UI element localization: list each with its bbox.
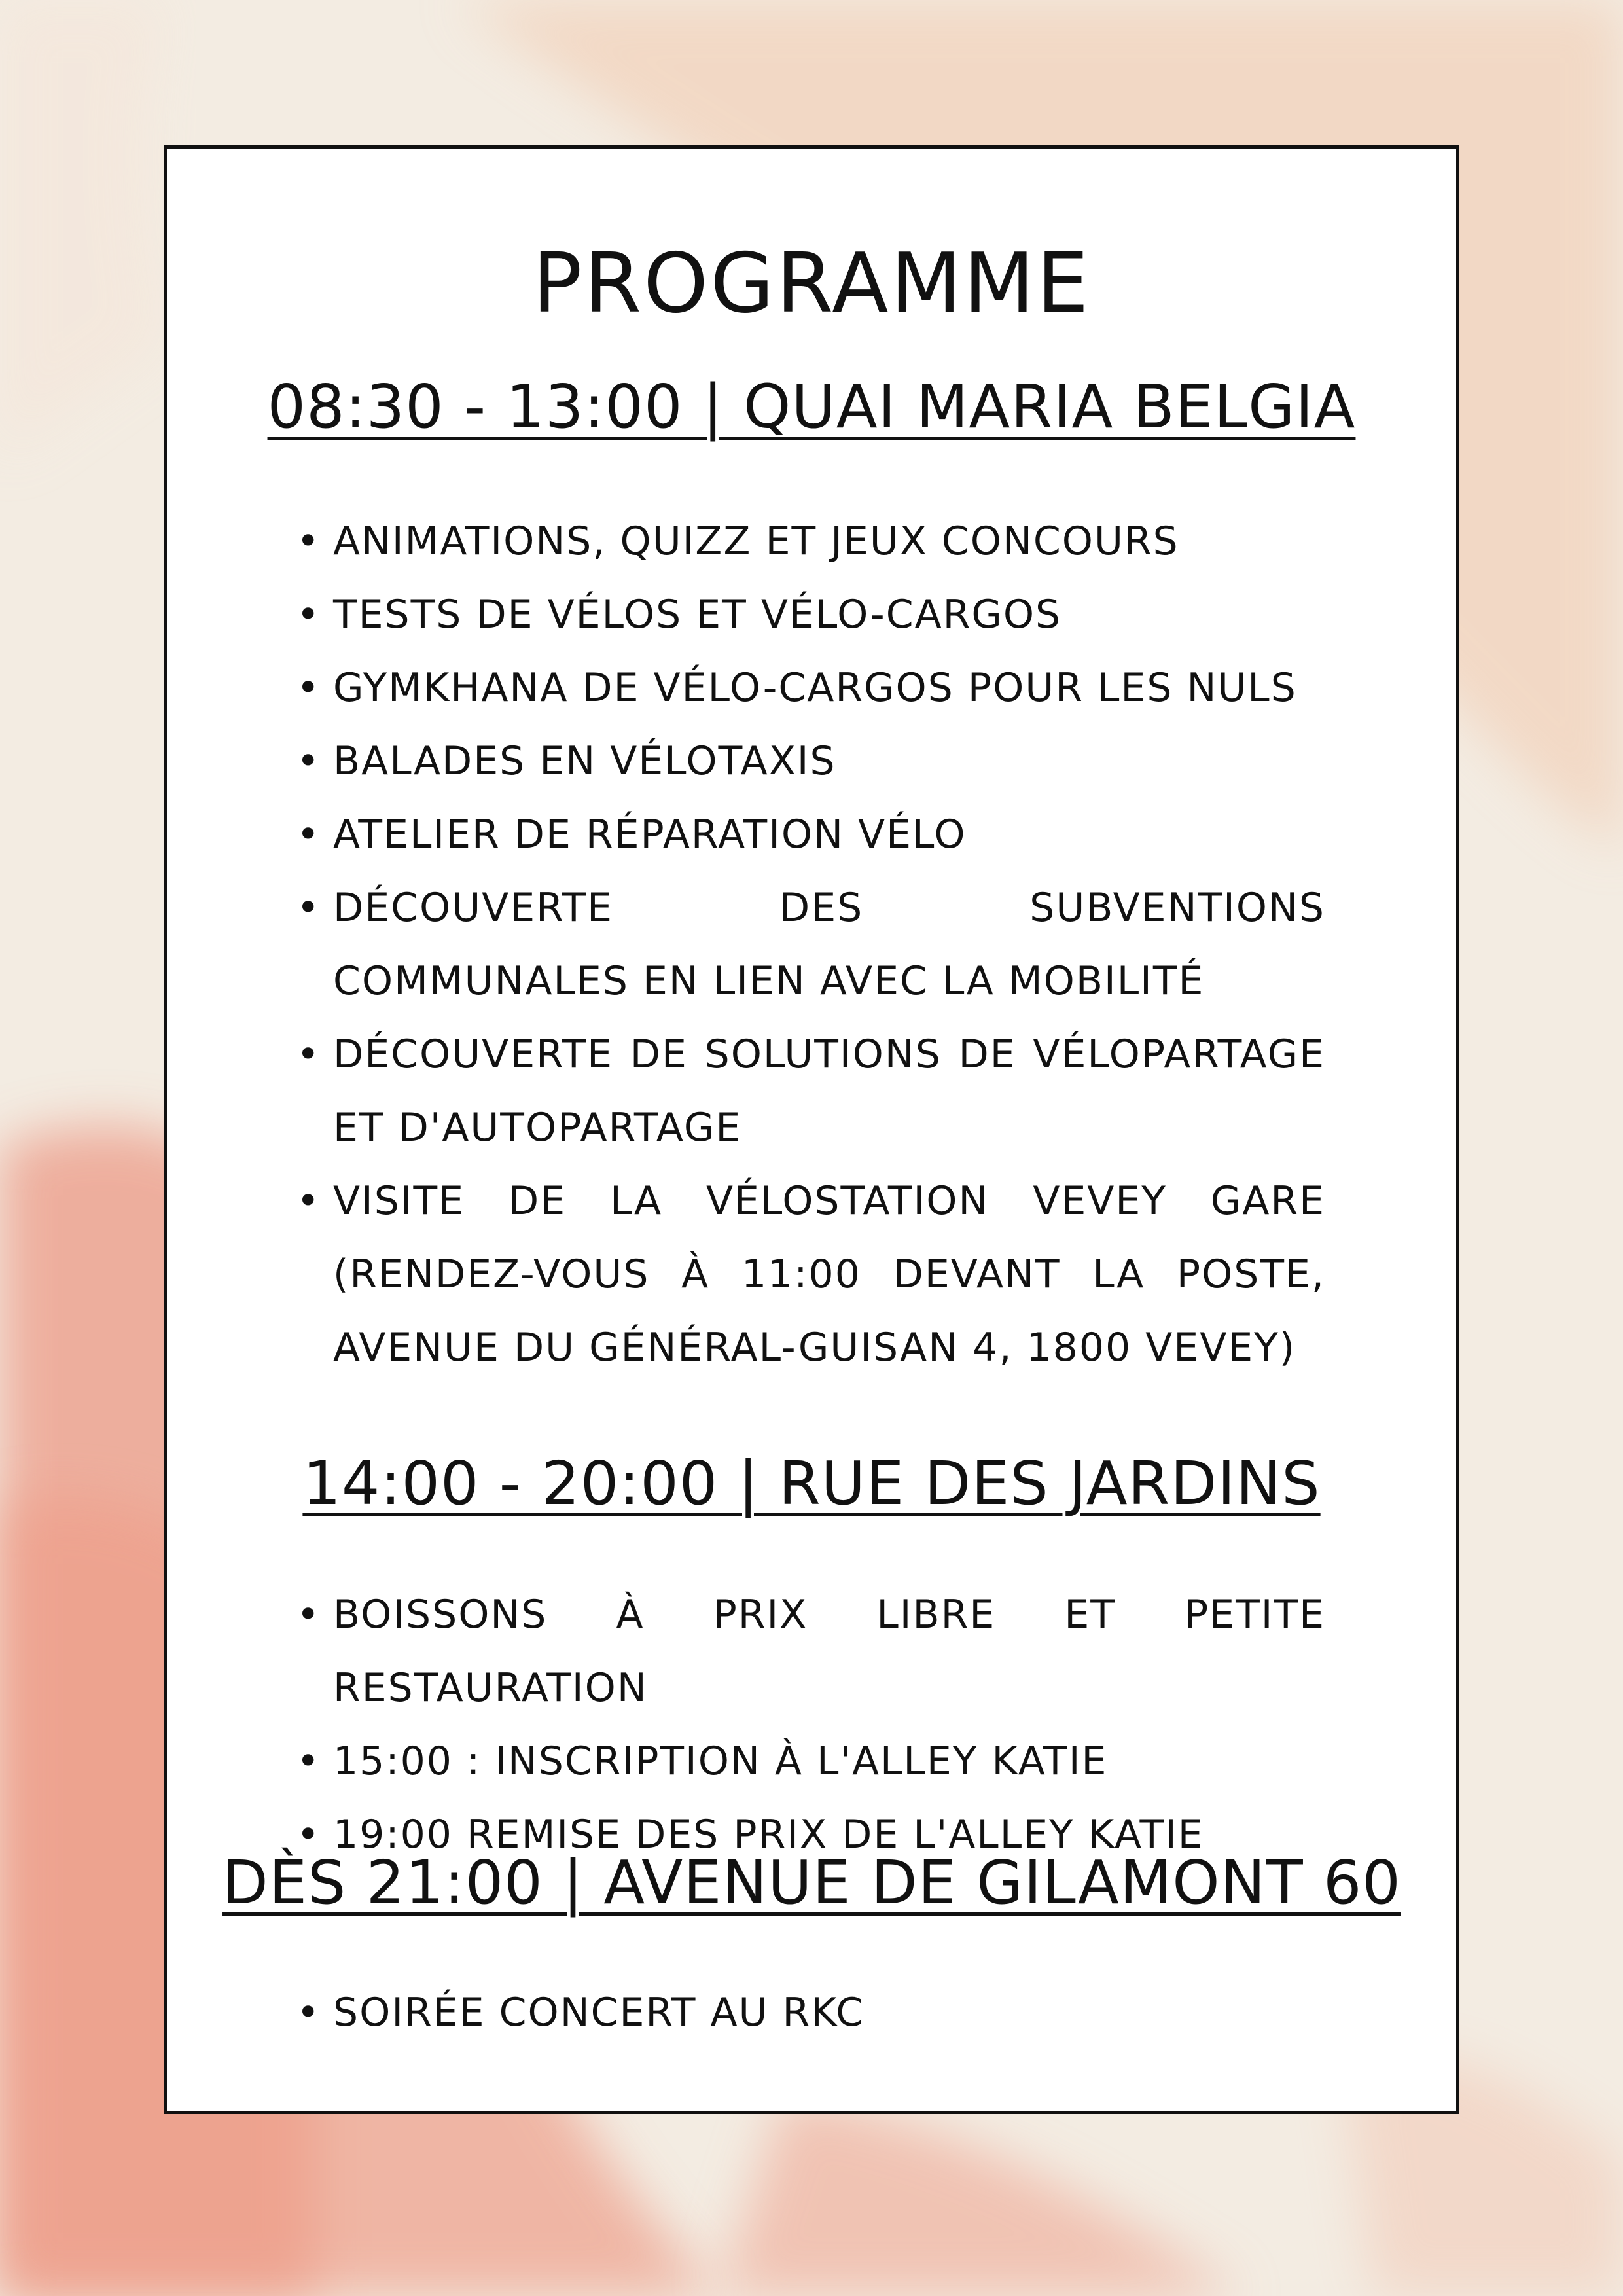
list-item: • VISITE DE LA VÉLOSTATION VEVEY GARE (RENDEZ-VOUS À 11:00 DEVANT LA POSTE, AVENUE DU GÉNÉRAL-GUISAN 4, 1800 VEVEY) <box>296 1164 1325 1384</box>
list-item: • ANIMATIONS, QUIZZ ET JEUX CONCOURS <box>296 505 1325 578</box>
afternoon-activities-list <box>296 1578 1325 1871</box>
bullet-icon: • <box>296 1592 321 1638</box>
bullet-icon: • <box>296 1178 321 1224</box>
list-item: • 19:00 REMISE DES PRIX DE L'ALLEY KATIE <box>296 1798 1325 1871</box>
bullet-icon: • <box>296 1990 321 2036</box>
bullet-icon: • <box>296 1812 321 1857</box>
list-item: • GYMKHANA DE VÉLO-CARGOS POUR LES NULS <box>296 651 1325 725</box>
list-item: • DÉCOUVERTE DES SUBVENTIONS COMMUNALES EN LIEN AVEC LA MOBILITÉ <box>296 871 1325 1018</box>
bullet-icon: • <box>296 665 321 711</box>
page-title: PROGRAMME <box>532 235 1091 331</box>
section-heading-rue-des-jardins: 14:00 - 20:00 | RUE DES JARDINS <box>302 1448 1321 1518</box>
list-item: • BOISSONS À PRIX LIBRE ET PETITE RESTAURATION <box>296 1578 1325 1725</box>
evening-activities-list <box>296 1976 1325 2049</box>
list-item: • 15:00 : INSCRIPTION À L'ALLEY KATIE <box>296 1725 1325 1798</box>
bullet-icon: • <box>296 885 321 931</box>
bullet-icon: • <box>296 592 321 637</box>
list-item: • BALADES EN VÉLOTAXIS <box>296 725 1325 798</box>
list-item: • ATELIER DE RÉPARATION VÉLO <box>296 798 1325 871</box>
list-item: • DÉCOUVERTE DE SOLUTIONS DE VÉLOPARTAGE ET D'AUTOPARTAGE <box>296 1018 1325 1164</box>
morning-activities-list <box>296 505 1325 1384</box>
list-item: • SOIRÉE CONCERT AU RKC <box>296 1976 1325 2049</box>
bullet-icon: • <box>296 812 321 857</box>
bullet-icon: • <box>296 518 321 564</box>
programme-card <box>164 145 1459 2114</box>
bullet-icon: • <box>296 1738 321 1784</box>
list-item: • TESTS DE VÉLOS ET VÉLO-CARGOS <box>296 578 1325 651</box>
bullet-icon: • <box>296 1031 321 1077</box>
section-heading-quai-maria-belgia: 08:30 - 13:00 | QUAI MARIA BELGIA <box>267 372 1356 442</box>
bullet-icon: • <box>296 738 321 784</box>
section-heading-avenue-de-gilamont: DÈS 21:00 | AVENUE DE GILAMONT 60 <box>222 1848 1401 1918</box>
